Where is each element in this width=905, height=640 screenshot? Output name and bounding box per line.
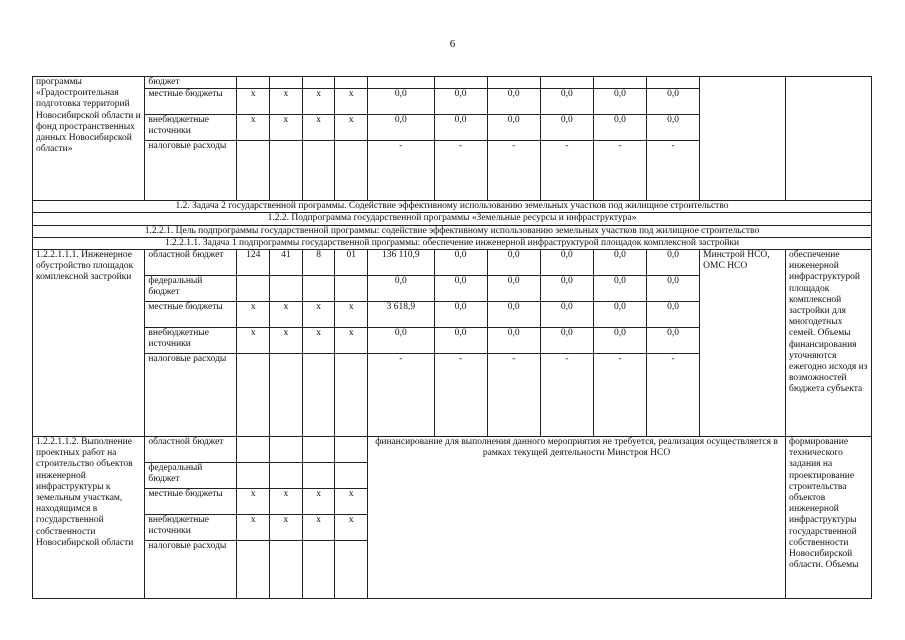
value-cell: 0,0 — [487, 250, 540, 276]
result-cell: формирование технического задания на проектирование строительства объектов инженерной инфраструктуры государственной собственности Новосибирской области. Объемы — [786, 437, 872, 599]
value-cell: 3 618,9 — [368, 302, 434, 328]
funding-source: федеральный бюджет — [145, 276, 237, 302]
code-cell: х — [237, 115, 270, 141]
code-cell — [302, 276, 335, 302]
code-cell: х — [237, 302, 270, 328]
code-cell — [302, 437, 335, 463]
measure-name: 1.2.2.1.1.2. Выполнение проектных работ на строительство объектов инженерной инфраструктуры к земельным участкам, находящимся в государственной собственности Новосибирской области — [33, 437, 145, 599]
code-cell: х — [302, 89, 335, 115]
code-cell: х — [237, 515, 270, 541]
value-cell: - — [434, 354, 487, 437]
value-cell — [487, 77, 540, 89]
value-cell: 0,0 — [434, 89, 487, 115]
code-cell: х — [335, 328, 368, 354]
value-cell: 0,0 — [647, 276, 700, 302]
funding-source: налоговые расходы — [145, 141, 237, 201]
code-cell — [237, 77, 270, 89]
value-cell: 0,0 — [593, 276, 646, 302]
table-row — [33, 77, 872, 89]
value-cell: 0,0 — [434, 115, 487, 141]
code-cell — [335, 77, 368, 89]
code-cell: х — [302, 489, 335, 515]
value-cell: 0,0 — [593, 89, 646, 115]
code-cell — [270, 354, 303, 437]
table-row — [33, 437, 872, 463]
value-cell: 0,0 — [647, 302, 700, 328]
value-cell: 0,0 — [647, 250, 700, 276]
code-cell — [237, 276, 270, 302]
code-cell — [270, 541, 303, 599]
value-cell: - — [593, 354, 646, 437]
value-cell: 0,0 — [540, 328, 593, 354]
value-cell — [368, 77, 434, 89]
code-cell: х — [270, 489, 303, 515]
value-cell: 0,0 — [540, 115, 593, 141]
code-cell — [302, 141, 335, 201]
value-cell: 0,0 — [434, 328, 487, 354]
code-cell: х — [270, 302, 303, 328]
code-cell — [237, 437, 270, 463]
code-cell — [270, 437, 303, 463]
code-cell — [335, 276, 368, 302]
section-heading: 1.2. Задача 2 государственной программы. Содействие эффективному использованию земельных участков под жилищное строительство — [33, 201, 872, 213]
code-cell: х — [270, 115, 303, 141]
value-cell: 0,0 — [647, 328, 700, 354]
code-cell — [302, 541, 335, 599]
code-cell — [335, 354, 368, 437]
value-cell: - — [487, 354, 540, 437]
code-cell — [270, 141, 303, 201]
value-cell: 0,0 — [593, 115, 646, 141]
value-cell: 0,0 — [593, 250, 646, 276]
value-cell: 0,0 — [368, 276, 434, 302]
code-cell — [237, 141, 270, 201]
code-cell: х — [270, 328, 303, 354]
value-cell: - — [368, 354, 434, 437]
table-row — [33, 250, 872, 276]
value-cell: - — [647, 141, 700, 201]
funding-source: местные бюджеты — [145, 489, 237, 515]
value-cell: 0,0 — [487, 328, 540, 354]
code-cell: 8 — [302, 250, 335, 276]
value-cell: 0,0 — [647, 89, 700, 115]
value-cell: 0,0 — [540, 250, 593, 276]
code-cell: х — [302, 115, 335, 141]
funding-source: внебюджетные источники — [145, 115, 237, 141]
value-cell: 0,0 — [540, 89, 593, 115]
funding-source: федеральный бюджет — [145, 463, 237, 489]
value-cell: - — [487, 141, 540, 201]
value-cell: - — [593, 141, 646, 201]
section-heading: 1.2.2. Подпрограмма государственной программы «Земельные ресурсы и инфраструктура» — [33, 213, 872, 225]
value-cell — [593, 77, 646, 89]
value-cell: 0,0 — [487, 302, 540, 328]
page-number: 6 — [449, 38, 456, 50]
code-cell: х — [270, 515, 303, 541]
code-cell — [237, 463, 270, 489]
code-cell — [302, 77, 335, 89]
code-cell — [237, 541, 270, 599]
financing-note: финансирование для выполнения данного мероприятия не требуется, реализация осуществляется в рамках текущей деятельности Минстроя НСО — [368, 437, 786, 599]
code-cell: х — [237, 328, 270, 354]
section-heading-row — [33, 213, 872, 225]
code-cell — [335, 141, 368, 201]
value-cell — [647, 77, 700, 89]
result-cell — [786, 77, 872, 201]
value-cell: 0,0 — [487, 115, 540, 141]
code-cell: х — [237, 89, 270, 115]
value-cell: 0,0 — [593, 328, 646, 354]
code-cell: 01 — [335, 250, 368, 276]
value-cell: 0,0 — [434, 276, 487, 302]
code-cell: х — [237, 489, 270, 515]
funding-source: бюджет — [145, 77, 237, 89]
value-cell: 0,0 — [434, 302, 487, 328]
code-cell: х — [270, 89, 303, 115]
value-cell: 0,0 — [540, 302, 593, 328]
value-cell: - — [540, 354, 593, 437]
code-cell: х — [302, 302, 335, 328]
value-cell: 0,0 — [487, 89, 540, 115]
measure-name: программы «Градостроительная подготовка территорий Новосибирской области и фонд пространственных данных Новосибирской области» — [33, 77, 145, 201]
value-cell: 0,0 — [434, 250, 487, 276]
measure-name: 1.2.2.1.1.1. Инженерное обустройство площадок комплексной застройки — [33, 250, 145, 437]
code-cell: х — [335, 115, 368, 141]
code-cell — [335, 437, 368, 463]
value-cell: 0,0 — [647, 115, 700, 141]
section-heading: 1.2.2.1.1. Задача 1 подпрограммы государственной программы: обеспечение инженерной инфраструктурой площадок комплексной застройки — [33, 237, 872, 249]
section-heading-row — [33, 225, 872, 237]
value-cell: 0,0 — [540, 276, 593, 302]
value-cell: - — [368, 141, 434, 201]
funding-source: внебюджетные источники — [145, 328, 237, 354]
code-cell: х — [335, 515, 368, 541]
executor-cell: Минстрой НСО, ОМС НСО — [700, 250, 786, 437]
code-cell — [237, 354, 270, 437]
code-cell: х — [335, 302, 368, 328]
value-cell: 136 110,9 — [368, 250, 434, 276]
code-cell: 124 — [237, 250, 270, 276]
funding-source: местные бюджеты — [145, 302, 237, 328]
code-cell — [270, 276, 303, 302]
value-cell: 0,0 — [368, 115, 434, 141]
code-cell — [335, 463, 368, 489]
value-cell: 0,0 — [487, 276, 540, 302]
code-cell: х — [302, 515, 335, 541]
code-cell — [270, 77, 303, 89]
funding-source: областной бюджет — [145, 250, 237, 276]
funding-source: внебюджетные источники — [145, 515, 237, 541]
code-cell: х — [335, 489, 368, 515]
value-cell: - — [540, 141, 593, 201]
section-heading: 1.2.2.1. Цель подпрограммы государственной программы: содействие эффективному использованию земельных участков под жилищное строительство — [33, 225, 872, 237]
value-cell: - — [647, 354, 700, 437]
value-cell: 0,0 — [593, 302, 646, 328]
code-cell: х — [302, 328, 335, 354]
funding-source: областной бюджет — [145, 437, 237, 463]
code-cell: х — [335, 89, 368, 115]
value-cell — [540, 77, 593, 89]
funding-source: местные бюджеты — [145, 89, 237, 115]
funding-source: налоговые расходы — [145, 541, 237, 599]
value-cell: 0,0 — [368, 328, 434, 354]
funding-source: налоговые расходы — [145, 354, 237, 437]
code-cell — [302, 354, 335, 437]
executor-cell — [700, 77, 786, 201]
code-cell — [335, 541, 368, 599]
code-cell — [302, 463, 335, 489]
result-cell: обеспечение инженерной инфраструктурой площадок комплексной застройки для многодетных семей. Объемы финансирования уточняются ежегодно исходя из возможностей бюджета субъекта — [786, 250, 872, 437]
code-cell — [270, 463, 303, 489]
section-heading-row — [33, 237, 872, 249]
value-cell — [434, 77, 487, 89]
code-cell: 41 — [270, 250, 303, 276]
section-heading-row — [33, 201, 872, 213]
program-table — [32, 76, 872, 599]
value-cell: 0,0 — [368, 89, 434, 115]
value-cell: - — [434, 141, 487, 201]
